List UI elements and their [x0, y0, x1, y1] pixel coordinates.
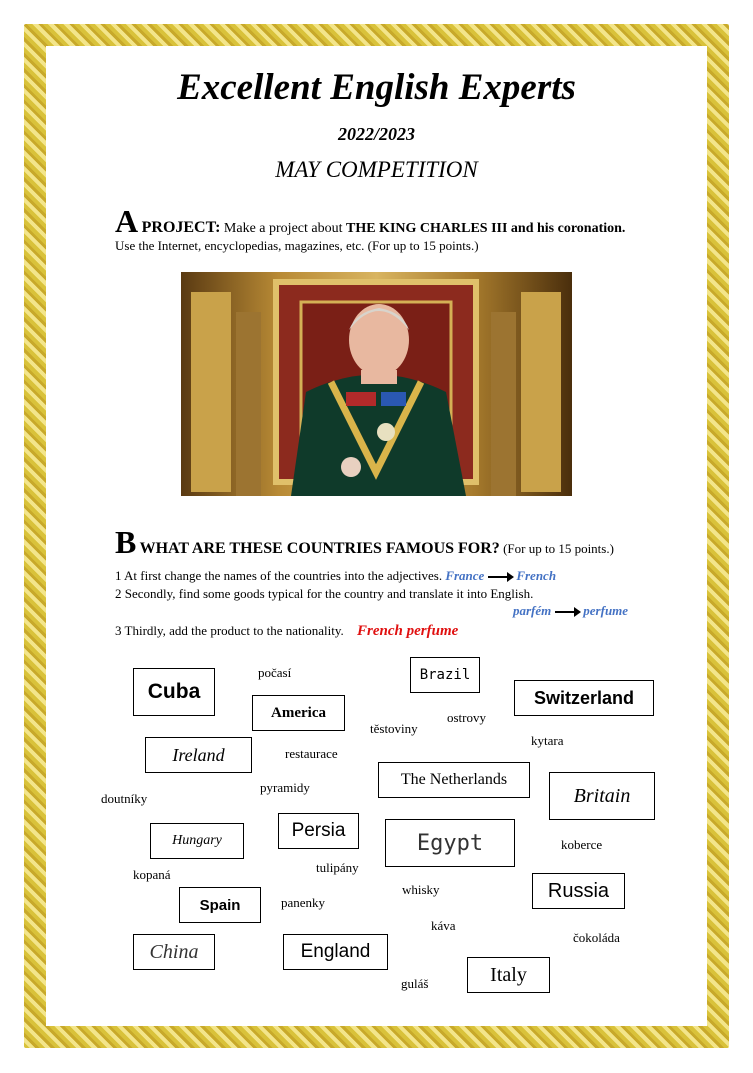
page-title: Excellent English Experts — [177, 67, 576, 108]
example-parfem: parfém — [513, 603, 552, 618]
country-box-england: England — [283, 934, 388, 970]
section-b-points: (For up to 15 points.) — [503, 541, 614, 556]
instruction-2: 2 Secondly, find some goods typical for the country and translate it into English. — [115, 586, 534, 601]
country-box-america: America — [252, 695, 345, 731]
word-kytara: kytara — [531, 733, 564, 748]
word-cokolada: čokoláda — [573, 930, 620, 945]
example-france: France — [445, 568, 485, 583]
country-box-brazil: Brazil — [410, 657, 480, 693]
instruction-1-text: 1 At first change the names of the countries into the adjectives. — [115, 568, 443, 583]
section-a-heading — [115, 203, 625, 240]
country-box-italy: Italy — [467, 957, 550, 993]
word-pyramidy: pyramidy — [260, 780, 310, 795]
country-box-hungary: Hungary — [150, 823, 244, 859]
section-b-title: WHAT ARE THESE COUNTRIES FAMOUS FOR? — [139, 540, 500, 557]
word-koberce: koberce — [561, 837, 603, 852]
section-a-title: PROJECT: — [141, 219, 221, 236]
country-box-switzerland: Switzerland — [514, 680, 654, 716]
section-a-topic: THE KING CHARLES III and his coronation. — [345, 221, 626, 236]
country-box-spain: Spain — [179, 887, 261, 923]
country-box-cuba: Cuba — [133, 668, 215, 716]
section-b-heading — [115, 524, 614, 561]
word-ostrovy: ostrovy — [447, 710, 486, 725]
country-box-ireland: Ireland — [145, 737, 252, 773]
word-doutniky: doutníky — [101, 791, 148, 806]
section-b-letter: B — [115, 524, 137, 560]
instruction-3-text: 3 Thirdly, add the product to the nationality. — [115, 623, 344, 638]
country-box-russia: Russia — [532, 873, 625, 909]
instruction-3 — [115, 623, 458, 640]
arrow-icon — [555, 611, 579, 613]
word-testoviny: těstoviny — [370, 721, 418, 736]
word-restaurace: restaurace — [285, 746, 338, 761]
arrow-icon — [488, 576, 512, 578]
section-a-letter: A — [115, 203, 139, 239]
instruction-2-example — [513, 603, 628, 619]
word-whisky: whisky — [402, 882, 440, 897]
country-box-netherlands: The Netherlands — [378, 762, 530, 798]
word-pocasi: počasí — [258, 665, 292, 680]
word-kopana: kopaná — [133, 867, 171, 882]
section-a-text: Make a project about — [223, 221, 346, 236]
example-french: French — [516, 568, 557, 583]
country-box-britain: Britain — [549, 772, 655, 820]
king-charles-photo — [181, 272, 572, 496]
section-a-instructions: Use the Internet, encyclopedias, magazines, etc. (For up to 15 points.) — [115, 238, 479, 253]
word-tulipany: tulipány — [316, 860, 359, 875]
school-year: 2022/2023 — [337, 124, 415, 144]
word-panenky: panenky — [281, 895, 326, 910]
country-box-persia: Persia — [278, 813, 359, 849]
competition-name: MAY COMPETITION — [275, 157, 478, 182]
word-kava: káva — [431, 918, 456, 933]
example-perfume: perfume — [583, 603, 629, 618]
country-box-egypt: Egypt — [385, 819, 515, 867]
word-gulas: guláš — [401, 976, 429, 991]
country-box-china: China — [133, 934, 215, 970]
instruction-1 — [115, 568, 556, 584]
example-french-perfume: French perfume — [357, 623, 459, 639]
